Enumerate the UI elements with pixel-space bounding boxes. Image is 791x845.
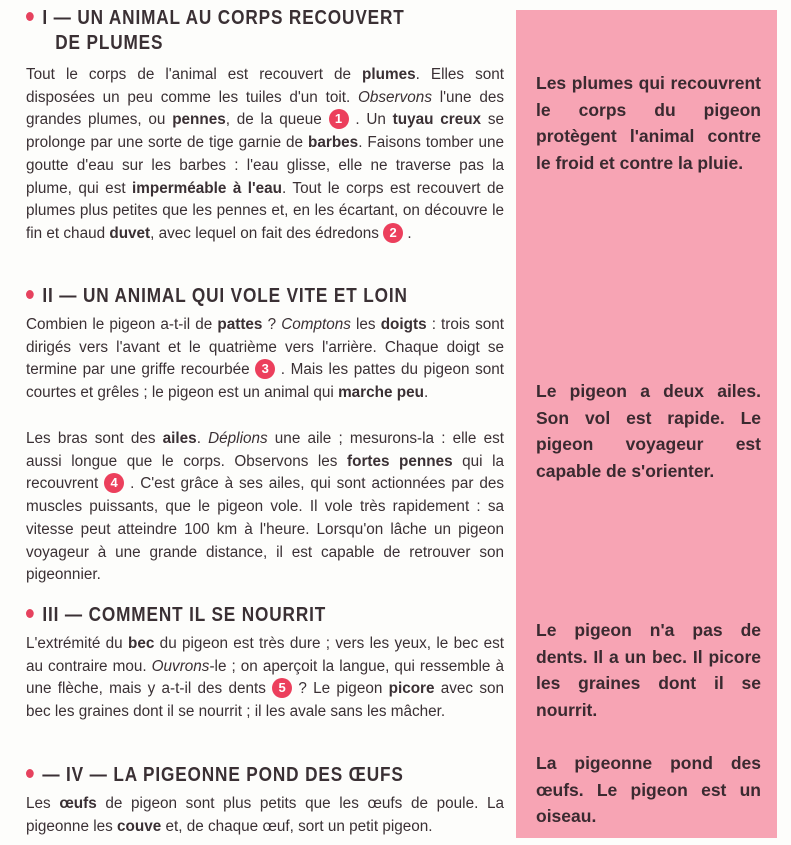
bullet-dot-icon (26, 769, 34, 778)
section-2-heading (26, 284, 437, 309)
bullet-dot-icon (26, 290, 34, 299)
section-3-heading-line1: III — COMMENT IL SE NOURRIT (42, 604, 327, 626)
section-4-heading (26, 763, 437, 788)
summary-4: La pigeonne pond des œufs. Le pigeon est un oiseau. (536, 753, 761, 826)
bullet-dot-icon (26, 12, 34, 21)
figure-ref-1-badge: 1 (329, 109, 349, 129)
summary-sidebar (516, 10, 777, 838)
bullet-dot-icon (26, 609, 34, 618)
section-1-heading (26, 6, 437, 56)
summary-3: Le pigeon n'a pas de dents. Il a un bec. Il picore les graines dont il se nourrit. (536, 620, 761, 720)
figure-ref-2-badge: 2 (383, 223, 403, 243)
section-1-heading-line1: I — UN ANIMAL AU CORPS RECOUVERT (42, 7, 405, 29)
section-3-paragraph: L'extrémité du bec du pigeon est très dure ; vers les yeux, le bec est au contraire mou. Ouvrons-le ; on aperçoit la langue, qui ressemble à une flèche, mais y a-t-il des dents 5 ? Le pigeon picore avec son bec les graines dont il se nourrit ; il les avale sans les mâcher. (26, 635, 504, 721)
figure-ref-4-badge: 4 (104, 473, 124, 493)
section-1-heading-line2: DE PLUMES (55, 32, 164, 54)
section-2-paragraph-2: Les bras sont des ailes. Déplions une aile ; mesurons-la : elle est aussi longue que le corps. Observons les fortes pennes qui la recouvrent 4 . C'est grâce à ses ailes, qui sont actionnées par des muscles puissants, que le pigeon vole. Il vole très rapidement : sa vitesse peut atteindre 100 km à l'heure. Lorsqu'on lâche un pigeon voyageur à une grande distance, il est capable de retrouver son pigeonnier. (26, 430, 505, 584)
section-3-heading (26, 603, 437, 628)
section-4-paragraph: Les œufs de pigeon sont plus petits que les œufs de poule. La pigeonne les couve et, de chaque œuf, sort un petit pigeon. (26, 795, 504, 835)
section-2-paragraph-1: Combien le pigeon a-t-il de pattes ? Comptons les doigts : trois sont dirigés vers l'avant et le quatrième vers l'arrière. Chaque doigt se termine par une griffe recourbée 3 . Mais les pattes du pigeon sont courtes et grêles ; le pigeon est un animal qui marche peu. (26, 316, 505, 402)
figure-ref-5-badge: 5 (272, 678, 292, 698)
summary-2: Le pigeon a deux ailes. Son vol est rapide. Le pigeon voyageur est capable de s'orienter. (536, 381, 761, 481)
section-2-heading-line1: II — UN ANIMAL QUI VOLE VITE ET LOIN (42, 285, 408, 307)
summary-1: Les plumes qui recouvrent le corps du pigeon protègent l'animal contre le froid et contre la pluie. (536, 73, 761, 173)
figure-ref-3-badge: 3 (255, 359, 275, 379)
section-4-heading-line1: — IV — LA PIGEONNE POND DES ŒUFS (42, 764, 404, 786)
section-1-paragraph: Tout le corps de l'animal est recouvert de plumes. Elles sont disposées un peu comme les tuiles d'un toit. Observons l'une des grandes plumes, ou pennes, de la queue 1 . Un tuyau creux se prolonge par une sorte de tige garnie de barbes. Faisons tomber une goutte d'eau sur les barbes : l'eau glisse, elle ne traverse pas la plume, qui est imperméable à l'eau. Tout le corps est recouvert de plumes plus petites que les pennes et, en les écartant, on découvre le fin et chaud duvet, avec lequel on fait des édredons 2 . (26, 66, 504, 242)
